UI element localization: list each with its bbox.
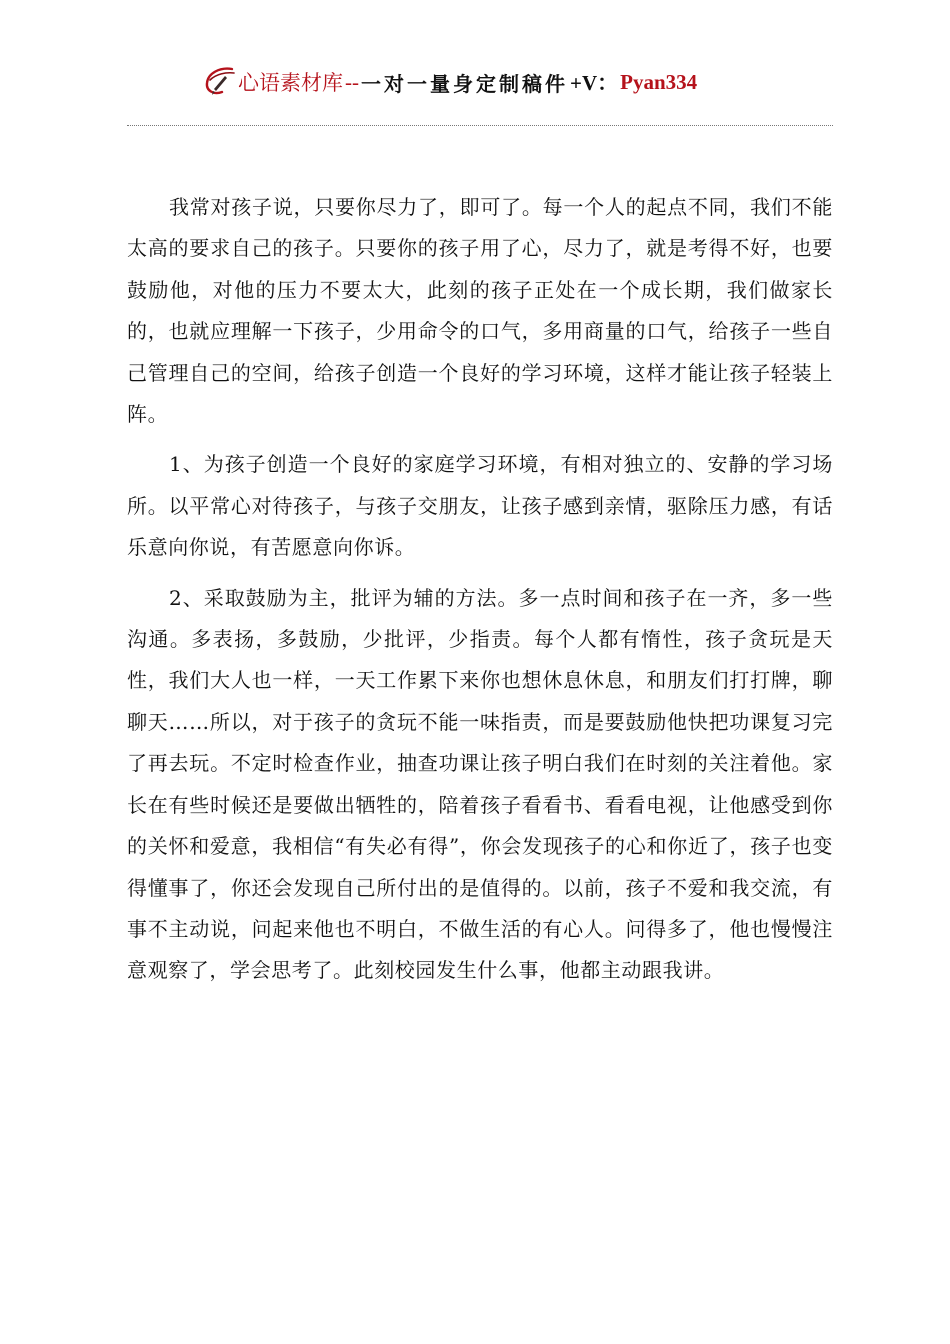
quill-swoosh-logo-icon <box>202 64 238 100</box>
header-banner <box>202 62 697 102</box>
header-separator: -- <box>345 69 359 94</box>
contact-label: +V： <box>570 71 619 95</box>
brand-name: 心语素材库 <box>238 71 343 95</box>
header-divider <box>127 125 833 126</box>
article-body <box>127 187 833 1001</box>
paragraph-point-2: 2、采取鼓励为主，批评为辅的方法。多一点时间和孩子在一齐，多一些沟通。多表扬，多鼓励，少批评，少指责。每个人都有惰性，孩子贪玩是天性，我们大人也一样，一天工作累下来你也想休息休息，和朋友们打打牌，聊聊天……所以，对于孩子的贪玩不能一味指责，而是要鼓励他快把功课复习完了再去玩。不定时检查作业，抽查功课让孩子明白我们在时刻的关注着他。家长在有些时候还是要做出牺牲的，陪着孩子看看书、看看电视，让他感受到你的关怀和爱意，我相信“有失必有得”，你会发现孩子的心和你近了，孩子也变得懂事了，你还会发现自己所付出的是值得的。以前，孩子不爱和我交流，有事不主动说，问起来他也不明白，不做生活的有心人。问得多了，他也慢慢注意观察了，学会思考了。此刻校园发生什么事，他都主动跟我讲。 <box>127 585 833 983</box>
contact-id: Pyan334 <box>620 69 698 94</box>
paragraph-point-1: 1、为孩子创造一个良好的家庭学习环境，有相对独立的、安静的学习场所。以平常心对待孩子，与孩子交朋友，让孩子感到亲情，驱除压力感，有话乐意向你说，有苦愿意向你诉。 <box>127 452 833 560</box>
header-tagline: 一对一量身定制稿件 <box>361 71 568 96</box>
page-header <box>0 58 950 104</box>
paragraph-intro: 我常对孩子说，只要你尽力了，即可了。每一个人的起点不同，我们不能太高的要求自己的孩子。只要你的孩子用了心，尽力了，就是考得不好，也要鼓励他，对他的压力不要太大，此刻的孩子正处在一个成长期，我们做家长的，也就应理解一下孩子，少用命令的口气，多用商量的口气，给孩子一些自己管理自己的空间，给孩子创造一个良好的学习环境，这样才能让孩子轻装上阵。 <box>127 195 833 427</box>
